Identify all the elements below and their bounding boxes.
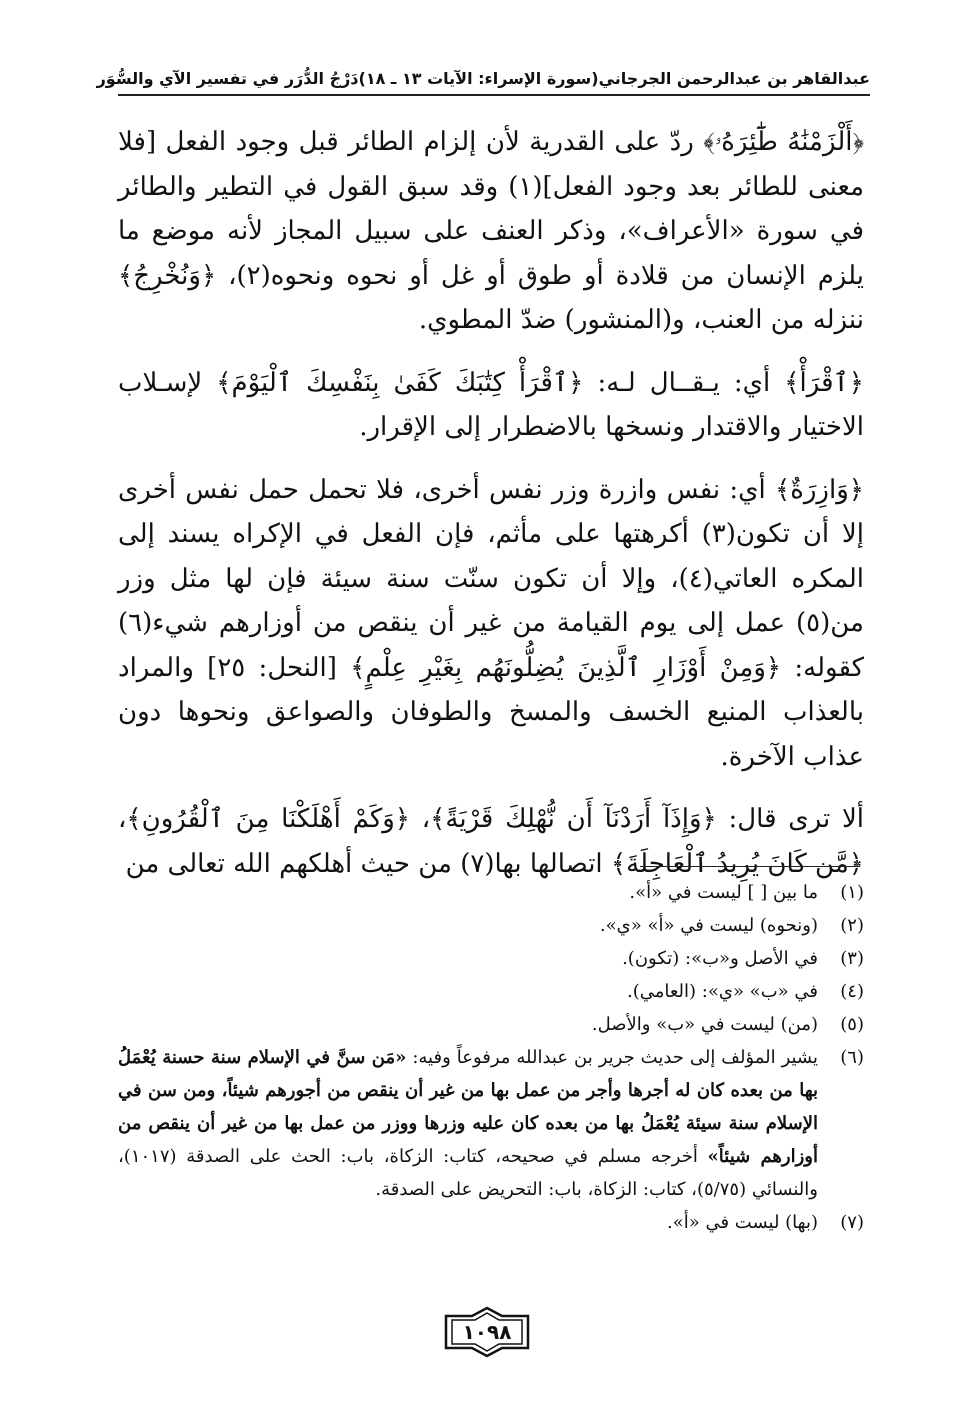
footnote-3 (118, 942, 864, 975)
footnote-number: (٧) (840, 1212, 864, 1233)
footnote-text: (من) ليست في «ب» والأصل. (591, 1014, 818, 1035)
hadith-text: «مَن سنَّ في الإسلام سنة حسنة يُعْمَلُ بها من بعده كان له أجرها وأجر من عمل بها من غير أن ينقص من أجورهم شيئاً، ومن سن في الإسلام سنة سيئة يُعْمَلُ بها من بعده كان عليه وزرها ووزر من عمل بها من غير أن ينقص من أوزارهم شيئاً» (118, 1047, 819, 1167)
footnote-4 (118, 975, 864, 1008)
page-number-ornament (442, 1306, 532, 1358)
footnotes (118, 876, 864, 1239)
footnote-number: (٤) (840, 981, 864, 1002)
footnote-2 (118, 909, 864, 942)
header-author: عبدالقاهر بن عبدالرحمن الجرجاني (598, 68, 870, 88)
footnote-source: أخرجه مسلم في صحيحه، كتاب: الزكاة، باب: الحث على الصدقة (١٠١٧)، والنسائي (٥/٧٥)، كتاب: الزكاة، باب: التحريض على الصدقة. (118, 1146, 818, 1200)
main-text (118, 120, 864, 886)
footnote-6 (118, 1041, 864, 1206)
footnote-number: (٢) (840, 915, 864, 936)
footnote-number: (٦) (840, 1047, 864, 1068)
running-header (96, 62, 870, 96)
footnote-divider (640, 866, 860, 867)
footnote-number: (٥) (840, 1014, 864, 1035)
footnote-text: في «ب» «ي»: (العامي). (627, 981, 818, 1002)
paragraph-4: ألا ترى قال: ﴿وَإِذَآ أَرَدْنَآ أَن نُّهْلِكَ قَرْيَةً﴾، ﴿وَكَمْ أَهْلَكْنَا مِنَ ٱلْقُرُونِ﴾، ﴿مَّن كَانَ يُرِيدُ ٱلْعَاجِلَةَ﴾ اتصالها بها(٧) من حيث أهلكهم الله تعالى من (118, 804, 864, 879)
footnote-text: ما بين [ ] ليست في «أ». (629, 882, 818, 903)
paragraph-1: ﴿أَلْزَمْنَٰهُ طَٰٓئِرَهُۥ﴾ ردّ على القدرية لأن إلزام الطائر قبل وجود الفعل [فلا معنى للطائر بعد وجود الفعل](١) وقد سبق القول في التطير والطائر في سورة «الأعراف»، وذكر العنف على سبيل المجاز لأنه موضع ما يلزم الإنسان من قلادة أو طوق أو غل أو نحوه ونحوه(٢)، ﴿وَنُخْرِجُ﴾ ننزله من العنب، و(المنشور) ضدّ المطوي. (118, 127, 864, 335)
footnote-number: (١) (840, 882, 864, 903)
page-number: ١٠٩٨ (462, 1320, 512, 1344)
footnote-text (118, 1041, 818, 1206)
paragraph-3: ﴿وَازِرَةٌ﴾ أي: نفس وازرة وزر نفس أخرى، فلا تحمل حمل نفس أخرى إلا أن تكون(٣) أكرهتها على مأثم، فإن الفعل في الإكراه يسند إلى المكره العاتي(٤)، وإلا أن تكون سنّت سنة سيئة فإن لها مثل وزر من(٥) عمل إلى يوم القيامة من غير أن ينقص من أوزارهم شيء(٦) كقوله: ﴿وَمِنْ أَوْزَارِ ٱلَّذِينَ يُضِلُّونَهُم بِغَيْرِ عِلْمٍ﴾ [النحل: ٢٥] والمراد بالعذاب المنيع الخسف والمسخ والطوفان والصواعق ونحوها دون عذاب الآخرة. (118, 474, 865, 772)
footnote-number: (٣) (840, 948, 864, 969)
footnote-text: (بها) ليست في «أ». (666, 1212, 818, 1233)
paragraph-2: ﴿ٱقْرَأْ﴾ أي: يـقــال لـه: ﴿ٱقْرَأْ كِتَٰبَكَ كَفَىٰ بِنَفْسِكَ ٱلْيَوْمَ﴾ لإسـلاب الاختيار والاقتدار ونسخها بالاضطرار إلى الإقرار. (118, 367, 864, 442)
footnote-5 (118, 1008, 864, 1041)
footnote-text: في الأصل و«ب»: (تكون). (622, 948, 818, 969)
footnote-text: (ونحوه) ليست في «أ» «ي». (599, 915, 818, 936)
footnote-intro: يشير المؤلف إلى حديث جرير بن عبدالله مرفوعاً وفيه: (406, 1047, 818, 1068)
footnote-7 (118, 1206, 864, 1239)
footnote-1 (118, 876, 864, 909)
header-section: (سورة الإسراء: الآيات ١٣ ـ ١٨) (358, 68, 599, 88)
header-book-title: دَرْجُ الدُّرَر في تفسير الآي والسُّوَر (96, 68, 359, 88)
